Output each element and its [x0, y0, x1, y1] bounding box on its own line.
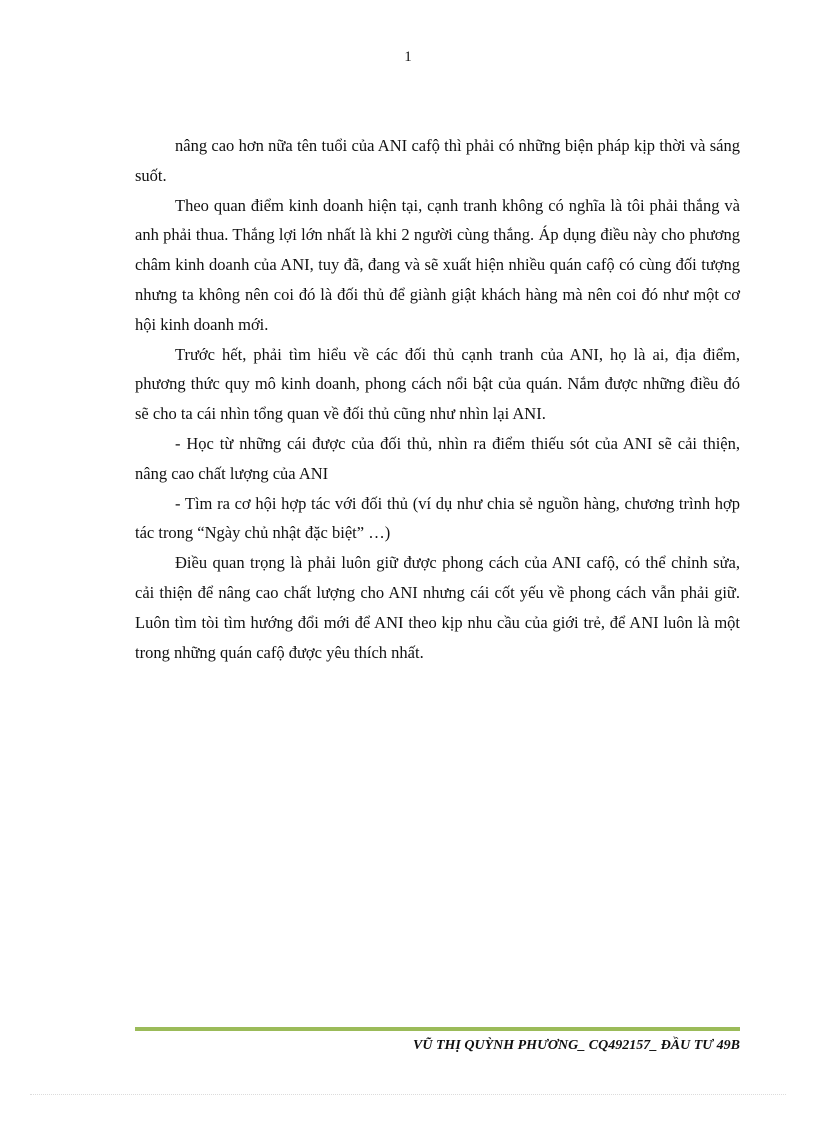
- paragraph-cooperation-opportunities: - Tìm ra cơ hội hợp tác với đối thủ (ví dụ như chia sẻ nguồn hàng, chương trình hợp tác trong “Ngày chủ nhật đặc biệt” …): [135, 493, 740, 543]
- page-bottom-divider: [30, 1094, 786, 1095]
- body-text: [135, 131, 740, 667]
- paragraph-keep-style: Điều quan trọng là phải luôn giữ được phong cách của ANI cafộ, có thể chỉnh sửa, cải thiện để nâng cao chất lượng cho ANI nhưng cái cốt yếu về phong cách vẫn phải giữ. Luôn tìm tòi tìm hướng đổi mới để ANI theo kịp nhu cầu của giới trẻ, để ANI luôn là một trong những quán cafộ được yêu thích nhất.: [135, 553, 740, 662]
- paragraph-intro-continuation: nâng cao hơn nữa tên tuổi của ANI cafộ thì phải có những biện pháp kịp thời và sáng suốt.: [135, 136, 740, 185]
- paragraph-competition-view: Theo quan điểm kinh doanh hiện tại, cạnh tranh không có nghĩa là tôi phải thắng và anh phải thua. Thắng lợi lớn nhất là khi 2 người cùng thắng. Áp dụng điều này cho phương châm kinh doanh của ANI, tuy đã, đang và sẽ xuất hiện nhiều quán cafộ có cùng đối tượng nhưng ta không nên coi đó là đối thủ để giành giật khách hàng mà nên coi đó như một cơ hội kinh doanh mới.: [135, 195, 740, 334]
- footer-rule: [135, 1027, 740, 1031]
- footer-author-line: VŨ THỊ QUỲNH PHƯƠNG_ CQ492157_ ĐẦU TƯ 49B: [413, 1038, 740, 1053]
- paragraph-learn-from-competitors: - Học từ những cái được của đối thủ, nhìn ra điểm thiếu sót của ANI sẽ cải thiện, nâng cao chất lượng của ANI: [135, 433, 740, 483]
- page-number: 1: [404, 49, 412, 65]
- paragraph-research-competitors: Trước hết, phải tìm hiểu về các đối thủ cạnh tranh của ANI, họ là ai, địa điểm, phương thức quy mô kinh doanh, phong cách nổi bật của quán. Nắm được những điều đó sẽ cho ta cái nhìn tổng quan về đối thủ cũng như nhìn lại ANI.: [135, 344, 740, 424]
